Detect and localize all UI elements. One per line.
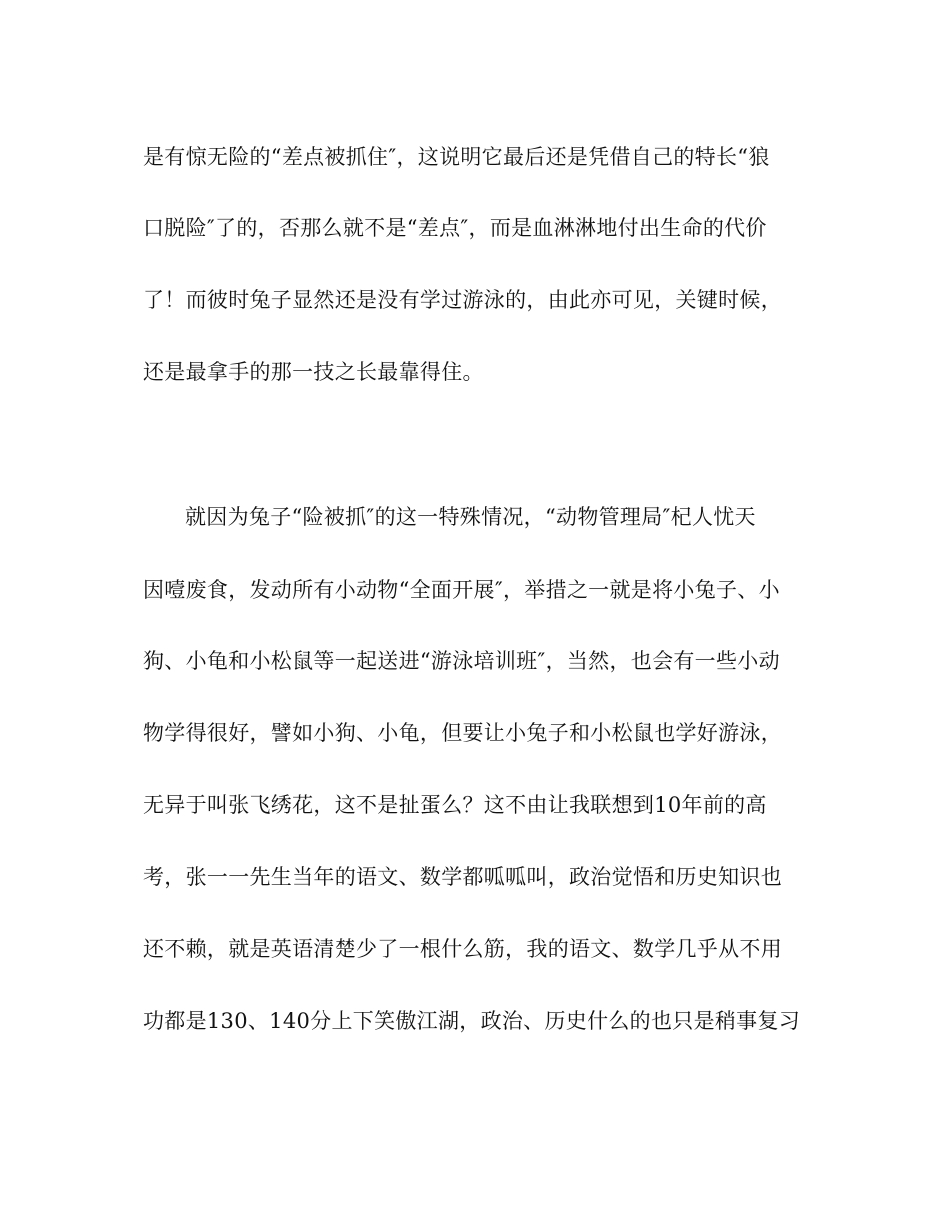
paragraph-2-line-5: 无异于叫张飞绣花，这不是扯蛋么？这不由让我联想到10年前的高 <box>143 793 767 817</box>
paragraph-2-line-6: 考，张一一先生当年的语文、数学都呱呱叫，政治觉悟和历史知识也 <box>143 865 782 889</box>
paragraph-1-line-2: 口脱险″了的，否那么就不是“差点″，而是血淋淋地付出生命的代价 <box>143 216 767 240</box>
paragraph-2-line-1: 就因为兔子“险被抓″的这一特殊情况，“动物管理局″杞人忧天 <box>185 505 756 529</box>
paragraph-2-line-7: 还不赖，就是英语清楚少了一根什么筋，我的语文、数学几乎从不用 <box>143 937 782 961</box>
paragraph-2-line-8: 功都是130、140分上下笑傲江湖，政治、历史什么的也只是稍事复习 <box>143 1009 801 1033</box>
paragraph-2-line-2: 因噎废食，发动所有小动物“全面开展″，举措之一就是将小兔子、小 <box>143 578 780 602</box>
paragraph-1-line-3: 了！而彼时兔子显然还是没有学过游泳的，由此亦可见，关键时候， <box>143 288 782 312</box>
paragraph-1-line-4: 还是最拿手的那一技之长最靠得住。 <box>143 360 484 384</box>
paragraph-1-line-1: 是有惊无险的“差点被抓住″，这说明它最后还是凭借自己的特长“狼 <box>143 145 770 169</box>
paragraph-2-line-4: 物学得很好，譬如小狗、小龟，但要让小兔子和小松鼠也学好游泳， <box>143 721 782 745</box>
paragraph-2-line-3: 狗、小龟和小松鼠等一起送进“游泳培训班″，当然，也会有一些小动 <box>143 649 780 673</box>
